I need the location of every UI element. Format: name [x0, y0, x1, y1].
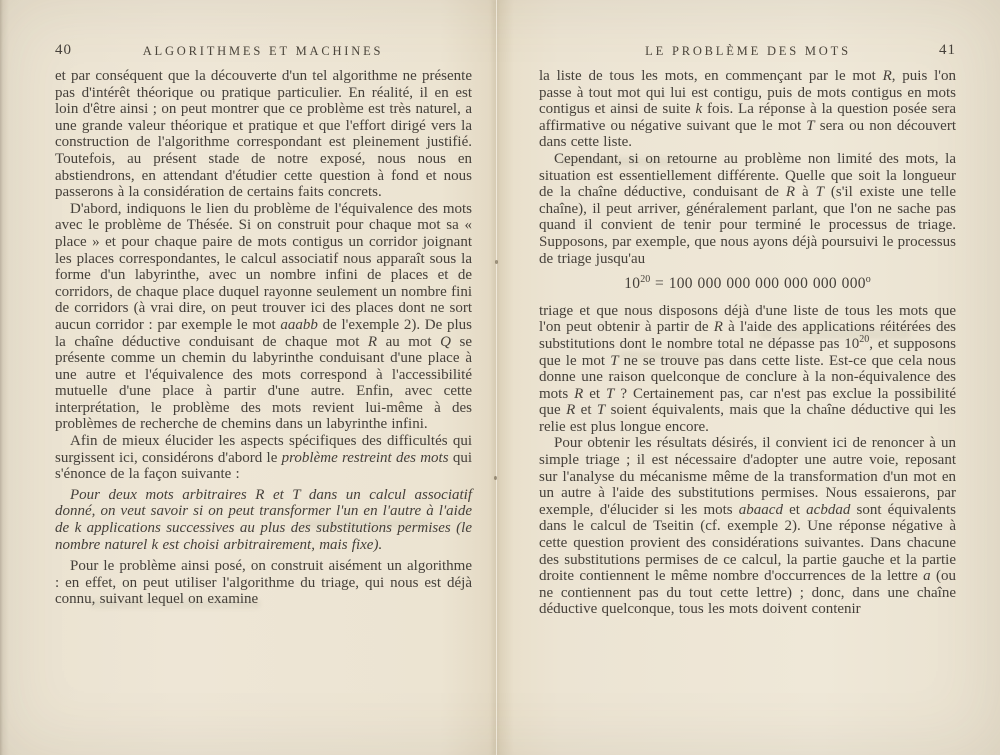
body-text: triage et que nous disposons déjà d'une liste de tous les mots que l'on peut obtenir à partir de: [539, 302, 956, 336]
paragraph: [539, 68, 956, 151]
body-text: Pour le problème ainsi posé, on construit aisément un algorithme : en effet, on peut utiliser l'algorithme du triage, qui nous est déjà connu, suivant lequel on examine: [55, 558, 472, 608]
formula-line: [539, 273, 956, 293]
body-text: se présente comme un chemin du labyrinthe conduisant d'une place à une autre et l'équivalence des mots correspond à l'accessibilité mutuelle d'une place à partir d'une autre. Enfin, avec cette interprétation, le problème des mots revient lui-même à des problèmes de recherche de chemins dans un labyrinthe infini.: [55, 333, 472, 433]
italic-text: R: [566, 402, 576, 419]
paragraph: [539, 303, 956, 436]
body-text: 10: [624, 275, 641, 293]
body-text: = 100 000 000 000 000 000 000: [650, 275, 866, 293]
page-body-right: [539, 68, 956, 618]
body-text: , puis l'on passe à tout mot qui lui est contigu, puis de mots contigus en mots contigus et ainsi de suite: [539, 68, 956, 118]
page-header-right: [540, 44, 956, 62]
italic-text: a: [923, 568, 931, 585]
italic-text: aaabb: [280, 316, 318, 333]
page-right: [500, 0, 1000, 755]
body-text: D'abord, indiquons le lien du problème de l'équivalence des mots avec le problème de Thésée. Si on construit pour chaque mot sa « place » et pour chaque paire de mots contigus un corridor joignant les places correspondantes, le calcul associatif nous apparaît sous la forme d'un labyrinthe, avec un nombre infini de places et de corridors, de chaque place duquel rayonne seulement un nombre fini de corridors (à vrai dire, on peut trouver ici des places dont ne sort aucun corridor : par exemple le mot: [55, 200, 472, 333]
italic-text: T: [606, 385, 615, 402]
body-text: (s'il existe une telle chaîne), il peut arriver, généralement parlant, que l'on ne sache pas quand il convient de tenir pour terminé le processus de triage. Supposons, par exemple, que nous ayons déjà poursuivi le processus de triage jusqu'au: [539, 184, 956, 267]
italic-text: k: [695, 101, 703, 118]
italic-text: R: [785, 184, 796, 201]
italic-text: R: [713, 319, 723, 336]
body-text: au mot: [377, 333, 441, 350]
body-text: sont équivalents dans le calcul de Tseitin (cf. exemple 2). Une réponse négative à cette question provient des considérations suivantes. Dans chacune des substitutions permises de ce calcul, la partie gauche et la partie droite contiennent le même nombre d'occurrences de la lettre: [539, 501, 957, 585]
body-text: à l'aide des applications réitérées des substitutions dont le nombre total ne dépasse pas 10: [539, 319, 956, 352]
body-text: qui s'énonce de la façon suivante :: [55, 449, 472, 483]
body-text: et: [575, 402, 597, 419]
body-text: , et supposons que le mot: [539, 335, 956, 369]
italic-text: problème restreint des mots: [281, 449, 449, 466]
body-text: sera ou non découvert dans cette liste.: [539, 117, 956, 151]
paragraph: [55, 433, 472, 483]
body-text: Pour deux mots arbitraires R et T dans un calcul associatif donné, on veut savoir si on peut transformer l'un en l'autre à l'aide de k applications successives au plus des substitutions permises (le nombre naturel k est choisi arbitrairement, mais fixe).: [55, 486, 472, 553]
body-text: fois. La réponse à la question posée sera affirmative ou négative suivant que le mot: [539, 101, 956, 134]
italic-text: T: [596, 402, 606, 419]
superscript-text: o: [865, 273, 871, 285]
superscript-text: 20: [640, 273, 651, 285]
body-text: ne se trouve pas dans cette liste. Est-ce que cela nous donne une raison quelconque de conclure à la non-équivalence des mots: [539, 352, 956, 402]
italic-text: R: [367, 333, 378, 350]
italic-text: abaacd: [738, 501, 783, 518]
superscript-text: 20: [859, 333, 870, 345]
paragraph: [539, 435, 956, 618]
body-text: la liste de tous les mots, en commençant par le mot: [539, 68, 883, 84]
paragraph: [55, 558, 472, 608]
page-header-left: [55, 44, 471, 62]
paragraph: [55, 68, 472, 201]
body-text: de l'exemple 2). De plus la chaîne déductive conduisant de chaque mot: [55, 316, 472, 350]
italic-text: T: [610, 352, 619, 369]
paragraph: [55, 487, 472, 553]
body-text: et par conséquent que la découverte d'un tel algorithme ne présente pas d'intérêt théorique ou pratique particulier. En réalité, il en est loin d'être ainsi ; on peut montrer que ce problème est très naturel, a une grande valeur théorique et pratique et que l'effort dirigé vers la construction de l'algorithme correspondant est pleinement justifié. Toutefois, au présent stade de notre exposé, nous nous en abstiendrons, en attendant d'étudier cette question à fond et nous passerons à la considération de certains faits concrets.: [55, 68, 472, 201]
paragraph: [539, 151, 956, 267]
body-text: (ou ne contiennent pas du tout cette lettre) ; donc, dans une chaîne déductive quelconque, tous les mots doivent contenir: [539, 568, 956, 618]
page-number-left: 40: [55, 42, 72, 58]
body-text: soient équivalents, mais que la chaîne déductive qui les relie est plus longue encore.: [539, 402, 956, 435]
italic-text: T: [806, 117, 815, 134]
page-body-left: [55, 68, 472, 608]
italic-text: R: [882, 68, 892, 84]
running-title-left: ALGORITHMES ET MACHINES: [142, 44, 384, 58]
body-text: et: [583, 385, 607, 402]
body-text: ? Certainement pas, car n'est pas exclue la possibilité que: [539, 385, 956, 419]
body-text: Pour obtenir les résultats désirés, il convient ici de renoncer à un simple triage ; il est nécessaire d'adopter une autre voie, reposant sur l'analyse du mécanisme même de la transformation d'un mot en un autre à l'aide des substitutions permises. Nous essaierons, par exemple, d'élucider si les mots: [539, 435, 956, 518]
body-text: à: [795, 184, 816, 201]
paragraph: [55, 201, 472, 433]
body-text: Afin de mieux élucider les aspects spécifiques des difficultés qui surgissent ici, considérons d'abord le: [55, 433, 472, 466]
italic-text: R: [574, 385, 584, 402]
italic-text: Q: [440, 333, 451, 350]
body-text: et: [782, 501, 807, 518]
body-text: Cependant, si on retourne au problème non limité des mots, la situation est essentiellement différente. Quelle que soit la longueur de la chaîne déductive, conduisant de: [539, 150, 956, 201]
italic-text: T: [815, 184, 824, 201]
page-number-right: 41: [939, 42, 956, 58]
italic-text: acbdad: [806, 501, 851, 518]
running-title-right: LE PROBLÈME DES MOTS: [645, 44, 851, 58]
